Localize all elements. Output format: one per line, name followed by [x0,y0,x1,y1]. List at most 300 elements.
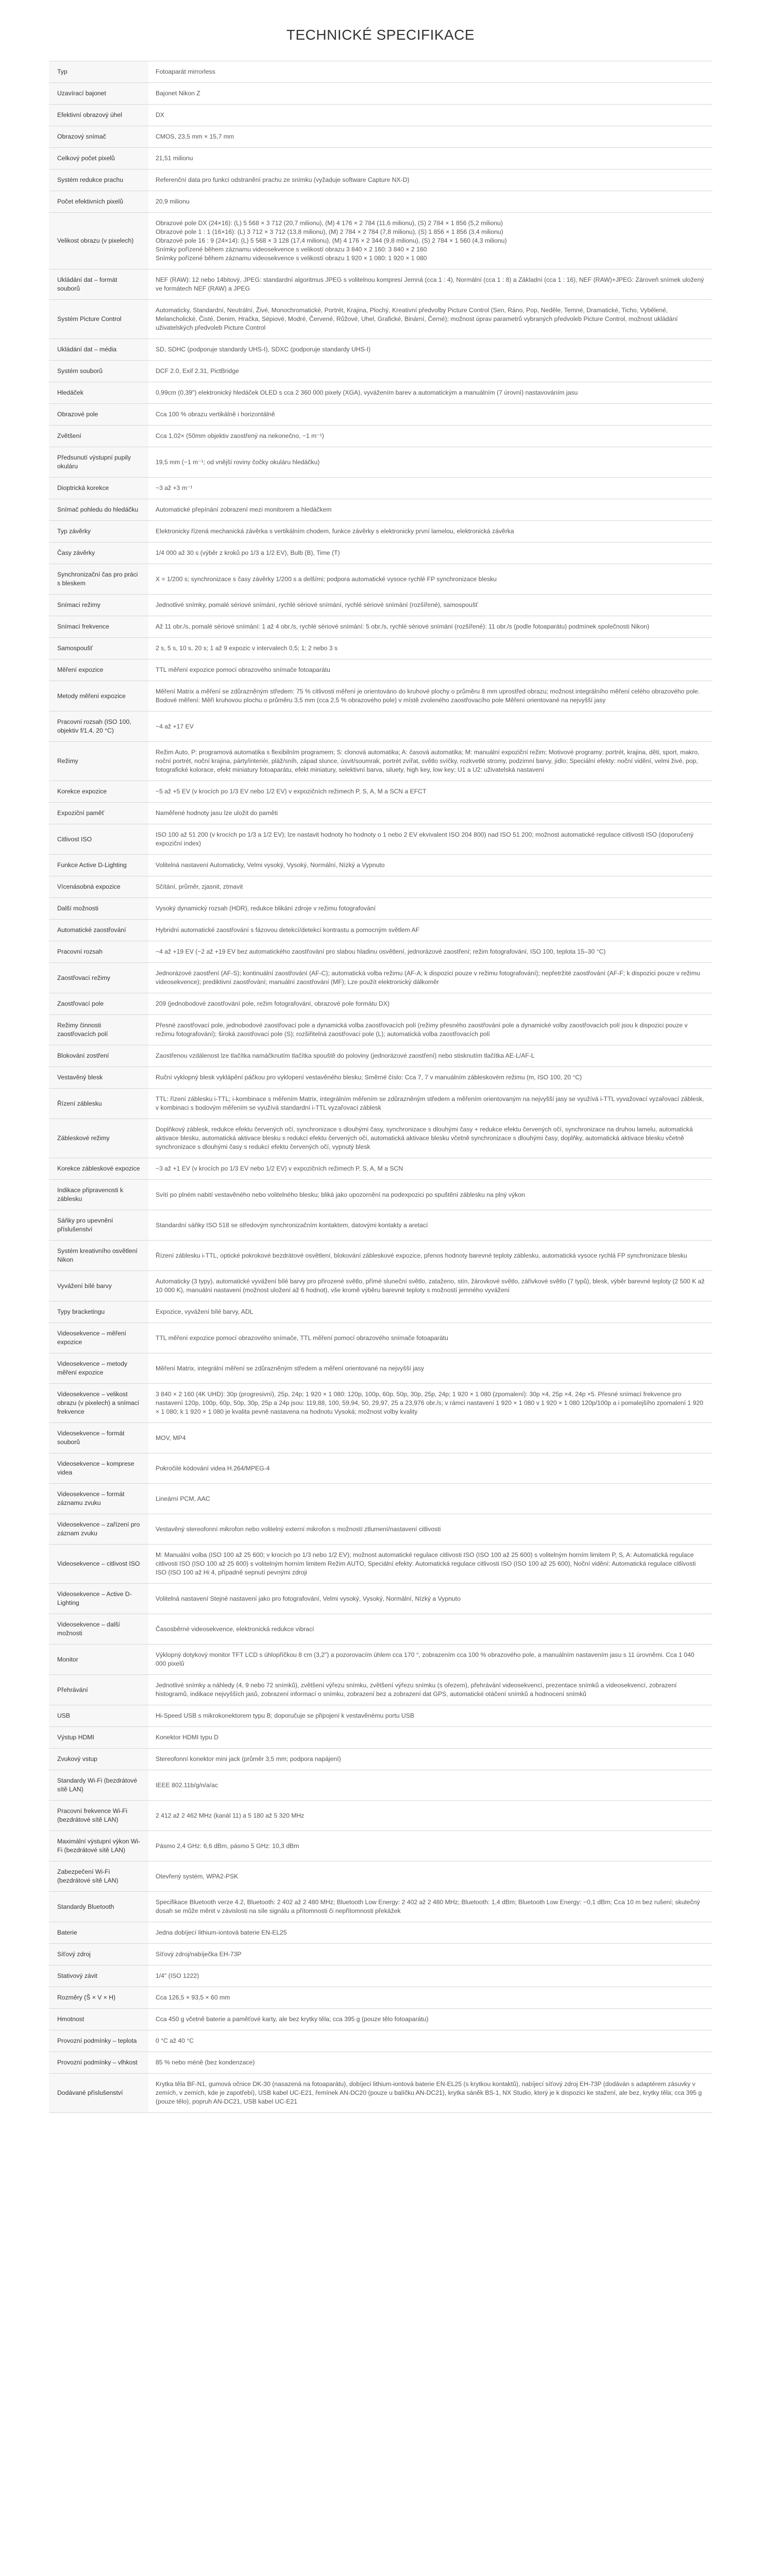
spec-label: Předsunutí výstupní pupily okuláru [49,447,148,478]
spec-value [148,1384,713,1423]
spec-value [148,213,713,269]
spec-value-line: Automaticky, Standardní, Neutrální, Živé, Monochromatické, Portrét, Krajina, Plochý, Kreativní předvolby Picture Control (Sen, Ráno, Pop, Neděle, Temné, Dramatické, Ticho, Vybělené, Melancholické, Čisté, Denim, Hračka, Sépiové, Modré, Červené, Růžové, Uhel, Grafické, Binární, Černé); možnost úprav parametrů vybraných předvoleb Picture Control, možnost ukládání uživatelských předvoleb Picture Control [156,307,678,331]
spec-row [49,269,713,300]
spec-value-line: −4 až +17 EV [156,722,194,730]
spec-row [49,595,713,616]
spec-value-line: Lineární PCM, AAC [156,1495,210,1502]
spec-value-line: Jednotlivé snímky, pomalé sériové snímání, rychlé sériové snímání, rychlé sériové snímání (rozšířené), samospoušť [156,601,478,608]
spec-value [148,1484,713,1514]
spec-row [49,1015,713,1045]
spec-value-line: 1/4" (ISO 1222) [156,1972,199,1979]
spec-row [49,339,713,361]
spec-label: Ukládání dat – formát souborů [49,269,148,300]
spec-value [148,659,713,681]
spec-label: Synchronizační čas pro práci s bleskem [49,564,148,595]
spec-row [49,1727,713,1749]
spec-value-line: Zaostřenou vzdálenost lze tlačítka namáčknutím tlačítka spouště do poloviny (jednorázové zaostření) nebo stisknutím tlačítka AE-L/AF-L [156,1052,535,1059]
spec-row [49,1067,713,1089]
spec-value-line: 1/4 000 až 30 s (výběr z kroků po 1/3 a 1/2 EV), Bulb (B), Time (T) [156,549,340,556]
spec-value [148,148,713,170]
spec-row [49,61,713,83]
spec-value [148,1453,713,1484]
spec-label: Monitor [49,1645,148,1675]
spec-row [49,564,713,595]
spec-value-line: Otevřený systém, WPA2-PSK [156,1872,239,1880]
spec-value-line: ISO 100 až 51 200 (v krocích po 1/3 a 1/2 EV); lze nastavit hodnoty ho hodnoty o 1 nebo 2 EV ekvivalent ISO 204 800) nad ISO 51 200; možnost automatické regulace citlivosti ISO (doporučený expoziční index) [156,831,694,847]
spec-value-line: Časosběrné videosekvence, elektronická redukce vibrací [156,1625,314,1633]
spec-row [49,1271,713,1301]
spec-row [49,447,713,478]
spec-label: Režimy [49,742,148,781]
spec-value [148,61,713,83]
spec-row [49,1831,713,1861]
spec-label: Samospoušť [49,638,148,659]
spec-row [49,1770,713,1801]
spec-row [49,83,713,105]
spec-row [49,993,713,1015]
spec-label: Automatické zaostřování [49,920,148,941]
spec-label: Snímací frekvence [49,616,148,638]
spec-value [148,499,713,521]
spec-value-line: Krytka těla BF-N1, gumová očnice DK-30 (nasazená na fotoaparátu), dobíjecí lithium-iontová baterie EN-EL25 (s krytkou kontaktů), nabíjecí síťový zdroj EH-73P (dodáván s adaptérem zásuvky v zemích, v zemích, kde je zapotřebí), USB kabel UC-E21, řemínek AN-DC20 (pouze u balíčku AN-DC21), krytka sáněk BS-1, NX Studio, který je k dispozici ke stažení, ale bez, krytky těla; cca 395 g (pouze tělo), popruh AN-DC21, USB kabel UC-E21 [156,2080,702,2105]
spec-row [49,898,713,920]
spec-row [49,2030,713,2052]
spec-label: Citlivost ISO [49,824,148,855]
spec-value [148,1801,713,1831]
spec-value [148,1614,713,1645]
spec-label: Hmotnost [49,2009,148,2030]
spec-value [148,2074,713,2113]
spec-row [49,1323,713,1353]
spec-value [148,595,713,616]
specs-table-body [49,61,713,2113]
spec-label: Typ [49,61,148,83]
spec-value [148,382,713,404]
spec-value [148,876,713,898]
spec-value [148,1675,713,1705]
spec-row [49,1514,713,1545]
spec-row [49,1241,713,1271]
spec-value [148,1705,713,1727]
spec-value [148,681,713,711]
spec-label: Časy závěrky [49,543,148,564]
spec-value-line: Výklopný dotykový monitor TFT LCD s úhlopříčkou 8 cm (3,2") a pozorovacím úhlem cca 170 °, zobrazením cca 100 % obrazového pole, a manuálním nastavením jasu s 11 úrovněmi. Cca 1 040 000 pixelů [156,1651,695,1667]
spec-value [148,361,713,382]
spec-label: Videosekvence – citlivost ISO [49,1545,148,1584]
spec-label: Systém Picture Control [49,300,148,339]
spec-row [49,148,713,170]
spec-row [49,213,713,269]
spec-label: Zabezpečení Wi-Fi (bezdrátové sítě LAN) [49,1861,148,1892]
spec-row [49,1922,713,1944]
spec-value-line: Volitelná nastavení Automaticky, Velmi vysoký, Vysoký, Normální, Nízký a Vypnuto [156,861,385,869]
spec-row [49,382,713,404]
spec-label: Provozní podmínky – vlhkost [49,2052,148,2074]
spec-label: Pracovní frekvence Wi-Fi (bezdrátové sítě LAN) [49,1801,148,1831]
spec-row [49,300,713,339]
spec-label: Hledáček [49,382,148,404]
spec-value-line: Vestavěný stereofonní mikrofon nebo volitelný externí mikrofon s možností ztlumení/nastavení citlivosti [156,1525,441,1533]
spec-value-line: Přesné zaostřovací pole, jednobodové zaostřovací pole a dynamická volba zaostřovacích polí (režimy přesného zaostřování pole a dynamické volby zaostřovacích polí jsou k dispozici pouze v režimu fotografování); široká zaostřovací pole (S); rozšiřitelná zaostřovací pole (L); automatická volba zaostřovacích polí [156,1022,688,1038]
spec-label: Videosekvence – měření expozice [49,1323,148,1353]
spec-row [49,855,713,876]
spec-value-line: Expozice, vyvážení bílé barvy, ADL [156,1308,253,1315]
spec-value-line: X = 1/200 s; synchronizace s časy závěrky 1/200 s a delšími; podpora automatické vysoce rychlé FP synchronizace blesku [156,575,497,583]
spec-row [49,126,713,148]
spec-label: Snímací režimy [49,595,148,616]
spec-value-line: Svítí po plném nabití vestavěného nebo volitelného blesku; bliká jako upozornění na podexpozici po spuštění záblesku na plný výkon [156,1191,525,1198]
spec-value-line: IEEE 802.11b/g/n/a/ac [156,1781,218,1789]
spec-value-line: M: Manuální volba (ISO 100 až 25 600; v krocích po 1/3 nebo 1/2 EV); možnost automatické regulace citlivosti ISO (ISO 100 až 25 600) s volitelným horním limitem P, S, A: Automatická regulace citlivosti ISO (ISO 100 až 25 600) s volitelným horním limitem Režim AUTO, Speciální efekty: Automatická regulace citlivosti ISO (ISO 100 až 25 600), Noční vidění: Automatická regulace citlivosti ISO (ISO 100 až Hi 4, případně sepnutí pevnými zdroji [156,1551,696,1576]
spec-value [148,1831,713,1861]
page-title: TECHNICKÉ SPECIFIKACE [286,27,475,43]
spec-row [49,638,713,659]
spec-value [148,426,713,447]
spec-row [49,1089,713,1119]
spec-value [148,1645,713,1675]
spec-value [148,1922,713,1944]
spec-row [49,803,713,824]
spec-value-line: Řízení záblesku i-TTL, optické pokrokové bezdrátové osvětlení, blokování zábleskové expozice, přenos hodnoty barevné teploty záblesku, automatická vysoce rychlá FP synchronizace blesku [156,1251,687,1259]
spec-label: Vyvážení bílé barvy [49,1271,148,1301]
spec-value-line: Pásmo 2,4 GHz: 6,6 dBm, pásmo 5 GHz: 10,3 dBm [156,1842,299,1850]
spec-label: Stativový závit [49,1965,148,1987]
spec-value [148,742,713,781]
spec-row [49,2074,713,2113]
spec-row [49,1180,713,1210]
spec-label: Videosekvence – zařízení pro záznam zvuku [49,1514,148,1545]
spec-value [148,1584,713,1614]
spec-label: Typy bracketingu [49,1301,148,1323]
spec-value-line: −4 až +19 EV (−2 až +19 EV bez automatického zaostřování pro slabou hladinu osvětlení, jednorázové zaostření; režim fotografování, ISO 100, teplota 15–30 °C) [156,948,606,955]
spec-value-line: DX [156,111,164,118]
spec-value-line: Snímky pořízené během záznamu videosekvence s velikostí obrazu 3 840 × 2 160: 3 840 × 2 160 [156,246,427,253]
spec-row [49,1353,713,1384]
spec-label: Funkce Active D-Lighting [49,855,148,876]
spec-row [49,1749,713,1770]
spec-value-line: Hybridní automatické zaostřování s fázovou detekcí/detekcí kontrastu a pomocným světlem AF [156,926,420,934]
spec-label: Provozní podmínky – teplota [49,2030,148,2052]
spec-row [49,1484,713,1514]
spec-value [148,447,713,478]
spec-value-line: Měření Matrix a měření se zdůrazněným středem: 75 % citlivosti měření je orientováno do kruhové plochy o průměru 8 mm uprostřed obrazu; možnost integrálního měření celého obrazového pole. Bodové měření: Měří kruhovou plochu o průměru 3,5 mm (cca 2,5 % obrazového pole) v místě zvoleného zaostřovacího pole Měření orientované na nejvyšší jasy [156,688,700,704]
spec-label: Videosekvence – Active D-Lighting [49,1584,148,1614]
spec-value-line: Obrazové pole 16 : 9 (24×14): (L) 5 568 × 3 128 (17,4 milionu), (M) 4 176 × 2 344 (9,8 milionu), (S) 2 784 × 1 560 (4,3 milionu) [156,237,507,244]
spec-value [148,269,713,300]
spec-value [148,543,713,564]
spec-value-line: Obrazové pole 1 : 1 (16×16): (L) 3 712 × 3 712 (13,8 milionu), (M) 2 784 × 2 784 (7,8 milionu), (S) 1 856 × 1 856 (3,4 milionu) [156,228,503,235]
spec-label: Systém kreativního osvětlení Nikon [49,1241,148,1271]
spec-value-line: 21,51 milionu [156,155,193,162]
spec-label: Korekce zábleskové expozice [49,1158,148,1180]
spec-value-line: Stereofonní konektor mini jack (průměr 3,5 mm; podpora napájení) [156,1755,341,1762]
spec-value-line: DCF 2.0, Exif 2.31, PictBridge [156,367,239,375]
spec-value [148,1241,713,1271]
spec-value-line: Pokročilé kódování videa H.264/MPEG-4 [156,1464,270,1472]
spec-value [148,170,713,191]
spec-value [148,1514,713,1545]
spec-value-line: Vysoký dynamický rozsah (HDR), redukce blikání zdroje v režimu fotografování [156,905,376,912]
spec-label: Videosekvence – metody měření expozice [49,1353,148,1384]
spec-label: Výstup HDMI [49,1727,148,1749]
spec-value-line: Sčítání, průměr, zjasnit, ztmavit [156,883,243,890]
spec-label: Uzavírací bajonet [49,83,148,105]
spec-label: Videosekvence – formát záznamu zvuku [49,1484,148,1514]
spec-label: Dioptrická korekce [49,478,148,499]
spec-value [148,521,713,543]
spec-row [49,616,713,638]
spec-label: Videosekvence – komprese videa [49,1453,148,1484]
spec-row [49,876,713,898]
spec-value-line: Měření Matrix, integrální měření se zdůrazněným středem a měření orientované na nejvyšší jasy [156,1364,424,1372]
spec-value-line: −5 až +5 EV (v krocích po 1/3 EV nebo 1/2 EV) v expozičních režimech P, S, A, M a SCN a EFCT [156,788,427,795]
spec-value [148,339,713,361]
spec-value-line: Až 11 obr./s, pomalé sériové snímání: 1 až 4 obr./s, rychlé sériové snímání: 5 obr./s, rychlé sériové snímání (rozšířené): 11 obr./s (podle fotoaparátu) podmínek společnosti Nikon) [156,623,650,630]
spec-value-line: 0 °C až 40 °C [156,2037,194,2044]
spec-value-line: Síťový zdroj/nabíječka EH-73P [156,1951,242,1958]
spec-value [148,1987,713,2009]
spec-row [49,1965,713,1987]
spec-value-line: 19,5 mm (−1 m⁻¹; od vnější roviny čočky okuláru hledáčku) [156,458,320,466]
spec-value [148,1323,713,1353]
spec-value [148,1749,713,1770]
spec-row [49,1987,713,2009]
spec-value-line: TTL: řízení záblesku i-TTL; i-kombinace s měřením Matrix, integrálním měřením se zdůrazněným středem a měřením orientovaným na nejvyšší jasy se využívá i-TTL vyvažovací vyzařovací záblesk, v kombinaci s bodovým měřením se využívá standardní i-TTL vyzařovací záblesk [156,1095,704,1111]
spec-value-line: Obrazové pole DX (24×16): (L) 5 568 × 3 712 (20,7 milionu), (M) 4 176 × 2 784 (11,6 milionu), (S) 2 784 × 1 856 (5,2 milionu) [156,219,503,227]
spec-row [49,2052,713,2074]
spec-row [49,920,713,941]
spec-value-line: TTL měření expozice pomocí obrazového snímače fotoaparátu [156,666,330,673]
spec-label: Systém souborů [49,361,148,382]
spec-value [148,1353,713,1384]
spec-value [148,1210,713,1241]
spec-row [49,1453,713,1484]
spec-row [49,1384,713,1423]
spec-value [148,1271,713,1301]
spec-row [49,1801,713,1831]
spec-value [148,898,713,920]
spec-value-line: Cca 100 % obrazu vertikálně i horizontálně [156,411,275,418]
spec-label: Videosekvence – velikost obrazu (v pixelech) a snímací frekvence [49,1384,148,1423]
spec-value-line: Automaticky (3 typy), automatické vyvážení bílé barvy pro přirozené světlo, přímé sluneční světlo, zataženo, stín, žárovkové světlo, zářivkové světlo (7 typů), blesk, výběr barevné teploty (2 500 K až 10 000 K), manuální nastavení (možnost uložení až 6 hodnot), vše kromě výběru barevné teploty s možností jemného vyvážení [156,1278,705,1294]
spec-row [49,824,713,855]
spec-row [49,781,713,803]
spec-label: Pracovní rozsah [49,941,148,963]
spec-row [49,1892,713,1922]
spec-row [49,1944,713,1965]
spec-row [49,426,713,447]
spec-value-line: 2 s, 5 s, 10 s, 20 s; 1 až 9 expozic v intervalech 0,5; 1; 2 nebo 3 s [156,645,337,652]
spec-value-line: Režim Auto, P: programová automatika s flexibilním programem; S: clonová automatika; A: časová automatika; M: manuální expoziční režim; Motivové programy: portrét, krajina, děti, sport, makro, noční portrét, noční krajina, párty/interiér, pláž/sníh, západ slunce, úsvit/soumrak, portrét zvířat, světlo svíčky, rozkvetlé stromy, podzimní barvy, jídlo; Speciální efekty: noční vidění, velmi živé, pop, fotografické kolorace, efekt miniatury fotoaparátu, efekt miniatury, selektivní barva, siluety, high key, low key; U1 a U2: uživatelská nastavení [156,749,700,773]
spec-row [49,191,713,213]
spec-label: Zaostřovací pole [49,993,148,1015]
spec-value-line: 2 412 až 2 462 MHz (kanál 11) a 5 180 až 5 320 MHz [156,1811,305,1819]
spec-row [49,1423,713,1453]
spec-row [49,499,713,521]
spec-label: Metody měření expozice [49,681,148,711]
spec-label: Snímač pohledu do hledáčku [49,499,148,521]
spec-value [148,126,713,148]
spec-value-line: Specifikace Bluetooth verze 4.2, Bluetooth: 2 402 až 2 480 MHz; Bluetooth Low Energy: 2 402 až 2 480 MHz; Bluetooth: 1,4 dBm; Bluetooth Low Energy: −0,1 dBm; Cca 10 m bez rušení; skutečný dosah se může měnit v závislosti na síle signálu a přítomnosti či nepřítomnosti překážek [156,1899,700,1914]
spec-label: Zvětšení [49,426,148,447]
spec-value-line: 85 % nebo méně (bez kondenzace) [156,2059,255,2066]
spec-row [49,1645,713,1675]
spec-value-line: SD, SDHC (podporuje standardy UHS-I), SDXC (podporuje standardy UHS-I) [156,346,371,353]
spec-row [49,681,713,711]
spec-label: Korekce expozice [49,781,148,803]
spec-value-line: Ruční vyklopný blesk vyklápění páčkou pro vyklopení vestavěného blesku; Směrné číslo: Cca 7, 7 v manuálním zábleskovém režimu (m, ISO 100, 20 °C) [156,1074,582,1081]
spec-value [148,616,713,638]
spec-row [49,1158,713,1180]
spec-value-line: Naměřené hodnoty jasu lze uložit do paměti [156,809,278,817]
spec-value-line: Jednorázové zaostření (AF-S); kontinuální zaostřování (AF-C); automatická volba režimu (AF-A; k dispozici pouze v režimu fotografování); nepřetržité zaostřování (AF-F; k dispozici pouze v režimu videosekvence); prediktivní zaostřování; manuální zaostřování (MF); Lze použít elektronický dálkoměr [156,970,700,986]
spec-label: Standardy Wi-Fi (bezdrátové sítě LAN) [49,1770,148,1801]
spec-row [49,2009,713,2030]
spec-value [148,1727,713,1749]
spec-row [49,742,713,781]
spec-label: Celkový počet pixelů [49,148,148,170]
spec-value-line: Doplňkový záblesk, redukce efektu červených očí, synchronizace s dlouhými časy, synchronizace s dlouhými časy + redukce efektu červených očí, synchronizace na druhou lamelu, automatická aktivace blesku, automatická aktivace blesku s redukcí efektu červených očí, automatická aktivace blesku včetně synchronizace s dlouhými časy, doplňky, automatická aktivace blesku včetně synchronizace s dlouhými časy s redukcí efektu červených očí, vypnutý blesk [156,1126,693,1150]
spec-label: Videosekvence – další možnosti [49,1614,148,1645]
spec-label: Řízení záblesku [49,1089,148,1119]
spec-label: Obrazové pole [49,404,148,426]
spec-label: Vícenásobná expozice [49,876,148,898]
spec-row [49,711,713,742]
spec-value-line: Elektronicky řízená mechanická závěrka s vertikálním chodem, funkce závěrky s elektronicky první lamelou, elektronická závěrka [156,528,514,535]
spec-value-line: 0,99cm (0,39") elektronický hledáček OLED s cca 2 360 000 pixely (XGA), vyvážením barev a automatickým a manuálním (7 úrovní) nastavováním jasu [156,389,578,396]
spec-value [148,83,713,105]
spec-label: Standardy Bluetooth [49,1892,148,1922]
spec-value [148,711,713,742]
spec-value-line: −3 až +3 m⁻¹ [156,484,193,492]
spec-row [49,1210,713,1241]
spec-row [49,1614,713,1645]
spec-value-line: Hi-Speed USB s mikrokonektorem typu B; doporučuje se připojení k vestavěnému portu USB [156,1712,414,1719]
spec-value-line: TTL měření expozice pomocí obrazového snímače, TTL měření pomocí obrazového snímače fotoaparátu [156,1334,448,1342]
spec-value [148,105,713,126]
spec-value [148,1301,713,1323]
spec-value [148,1045,713,1067]
spec-value-line: Automatické přepínání zobrazení mezi monitorem a hledáčkem [156,506,332,513]
spec-value-line: Fotoaparát mirrorless [156,68,215,75]
spec-value [148,803,713,824]
spec-value [148,855,713,876]
spec-value [148,1158,713,1180]
spec-row [49,543,713,564]
spec-row [49,1675,713,1705]
spec-row [49,1301,713,1323]
spec-value [148,963,713,993]
spec-value [148,1180,713,1210]
spec-value [148,920,713,941]
spec-value-line: NEF (RAW): 12 nebo 14bitový, JPEG: standardní algoritmus JPEG s volitelnou kompresí Jemná (cca 1 : 4), Normální (cca 1 : 8) a Základní (cca 1 : 16), NEF (RAW)+JPEG: Zároveň snímek uložený ve formátech NEF (RAW) a JPEG [156,276,704,292]
spec-row [49,941,713,963]
spec-label: Počet efektivních pixelů [49,191,148,213]
spec-row [49,963,713,993]
spec-value-line: Jedna dobíjecí lithium-iontová baterie EN-EL25 [156,1929,287,1936]
spec-row [49,105,713,126]
spec-value-line: Standardní sáňky ISO 518 se středovým synchronizačním kontaktem, datovými kontakty a aretací [156,1221,428,1229]
spec-label: Zaostřovací režimy [49,963,148,993]
spec-label: Pracovní rozsah (ISO 100, objektiv f/1,4, 20 °C) [49,711,148,742]
spec-value [148,478,713,499]
spec-row [49,361,713,382]
spec-value [148,2009,713,2030]
spec-value-line: 20,9 milionu [156,198,190,205]
spec-label: Ukládání dat – média [49,339,148,361]
spec-value [148,2052,713,2074]
spec-value-line: Bajonet Nikon Z [156,90,200,97]
spec-row [49,1045,713,1067]
spec-value-line: Konektor HDMI typu D [156,1734,218,1741]
spec-label: Vestavěný blesk [49,1067,148,1089]
spec-row [49,170,713,191]
spec-value [148,1067,713,1089]
spec-label: Efektivní obrazový úhel [49,105,148,126]
spec-row [49,1119,713,1158]
spec-value [148,993,713,1015]
spec-label: Blokování zostření [49,1045,148,1067]
spec-label: Režimy činnosti zaostřovacích polí [49,1015,148,1045]
spec-value-line: 209 (jednobodové zaostřování pole, režim fotografování, obrazové pole formátu DX) [156,1000,390,1007]
spec-label: Rozměry (Š × V × H) [49,1987,148,2009]
spec-value [148,300,713,339]
spec-row [49,1861,713,1892]
spec-value [148,1861,713,1892]
spec-value [148,941,713,963]
spec-label: Systém redukce prachu [49,170,148,191]
spec-value-line: Volitelná nastavení Stejné nastavení jako pro fotografování, Velmi vysoký, Vysoký, Normální, Nízký a Vypnuto [156,1595,461,1602]
spec-label: Velikost obrazu (v pixelech) [49,213,148,269]
spec-row [49,404,713,426]
spec-label: Přehrávání [49,1675,148,1705]
spec-label: Obrazový snímač [49,126,148,148]
spec-value-line: Cca 1,02× (50mm objektiv zaostřený na nekonečno, −1 m⁻¹) [156,432,324,439]
spec-row [49,1545,713,1584]
spec-label: Baterie [49,1922,148,1944]
spec-value-line: −3 až +1 EV (v krocích po 1/3 EV nebo 1/2 EV) v expozičních režimech P, S, A, M a SCN [156,1165,403,1172]
spec-label: Indikace připravenosti k záblesku [49,1180,148,1210]
spec-label: Dodávané příslušenství [49,2074,148,2113]
spec-label: Typ závěrky [49,521,148,543]
spec-label: Zábleskové režimy [49,1119,148,1158]
spec-label: Síťový zdroj [49,1944,148,1965]
spec-value-line: Cca 126,5 × 93,5 × 60 mm [156,1994,230,2001]
spec-label: Zvukový vstup [49,1749,148,1770]
spec-value-line: CMOS, 23,5 mm × 15,7 mm [156,133,234,140]
spec-value-line: Cca 450 g včetně baterie a paměťové karty, ale bez krytky těla; cca 395 g (pouze tělo fotoaparátu) [156,2015,429,2023]
spec-value [148,1015,713,1045]
spec-value [148,1892,713,1922]
spec-row [49,478,713,499]
spec-value [148,564,713,595]
spec-value-line: Jednotlivé snímky a náhledy (4, 9 nebo 72 snímků), zvětšení výřezu snímku, zvětšení výřezu snímku (s ořezem), přehrávání videosekvencí, prezentace snímků a videosekvencí, zobrazení histogramů, indikace nejvyšších jasů, zobrazení informací o snímku, zobrazení bez a zobrazení dat GPS, automatické otáčení snímků a hodnocení snímků [156,1682,677,1698]
spec-value-line: Referenční data pro funkci odstranění prachu ze snímku (vyžaduje software Capture NX-D) [156,176,410,183]
spec-value [148,1423,713,1453]
spec-label: Další možnosti [49,898,148,920]
spec-value [148,824,713,855]
spec-label: Expoziční paměť [49,803,148,824]
spec-value-line: Snímky pořízené během záznamu videosekvence s velikostí obrazu 1 920 × 1 080: 1 920 × 1 080 [156,255,427,262]
spec-label: Videosekvence – formát souborů [49,1423,148,1453]
spec-value-line: 3 840 × 2 160 (4K UHD): 30p (progresivní), 25p, 24p; 1 920 × 1 080: 120p, 100p, 60p, 50p, 30p, 25p, 24p; 1 920 × 1 080 (zpomalení): 30p ×4, 25p ×4, 24p ×5. Přesné snímací frekvence pro nastavení 120p, 100p, 60p, 50p, 30p, 25p a 24p jsou: 119,88, 100, 59,94, 50, 29,97, 25 a 23,976 obr./s; v rámci nastavení 1 920 × 1 080 v 1 920 × 1 080 120p/100p a i pomalejšího zpomalení 1 920 × 1 080; k 1 920 × 1 080 je kvalita pevně nastavena na hodnotu Vysoká; možnost volby kvality [156,1391,703,1415]
spec-row [49,1584,713,1614]
spec-value [148,1965,713,1987]
spec-value [148,1770,713,1801]
spec-row [49,521,713,543]
spec-label: Sáňky pro upevnění příslušenství [49,1210,148,1241]
spec-value [148,2030,713,2052]
